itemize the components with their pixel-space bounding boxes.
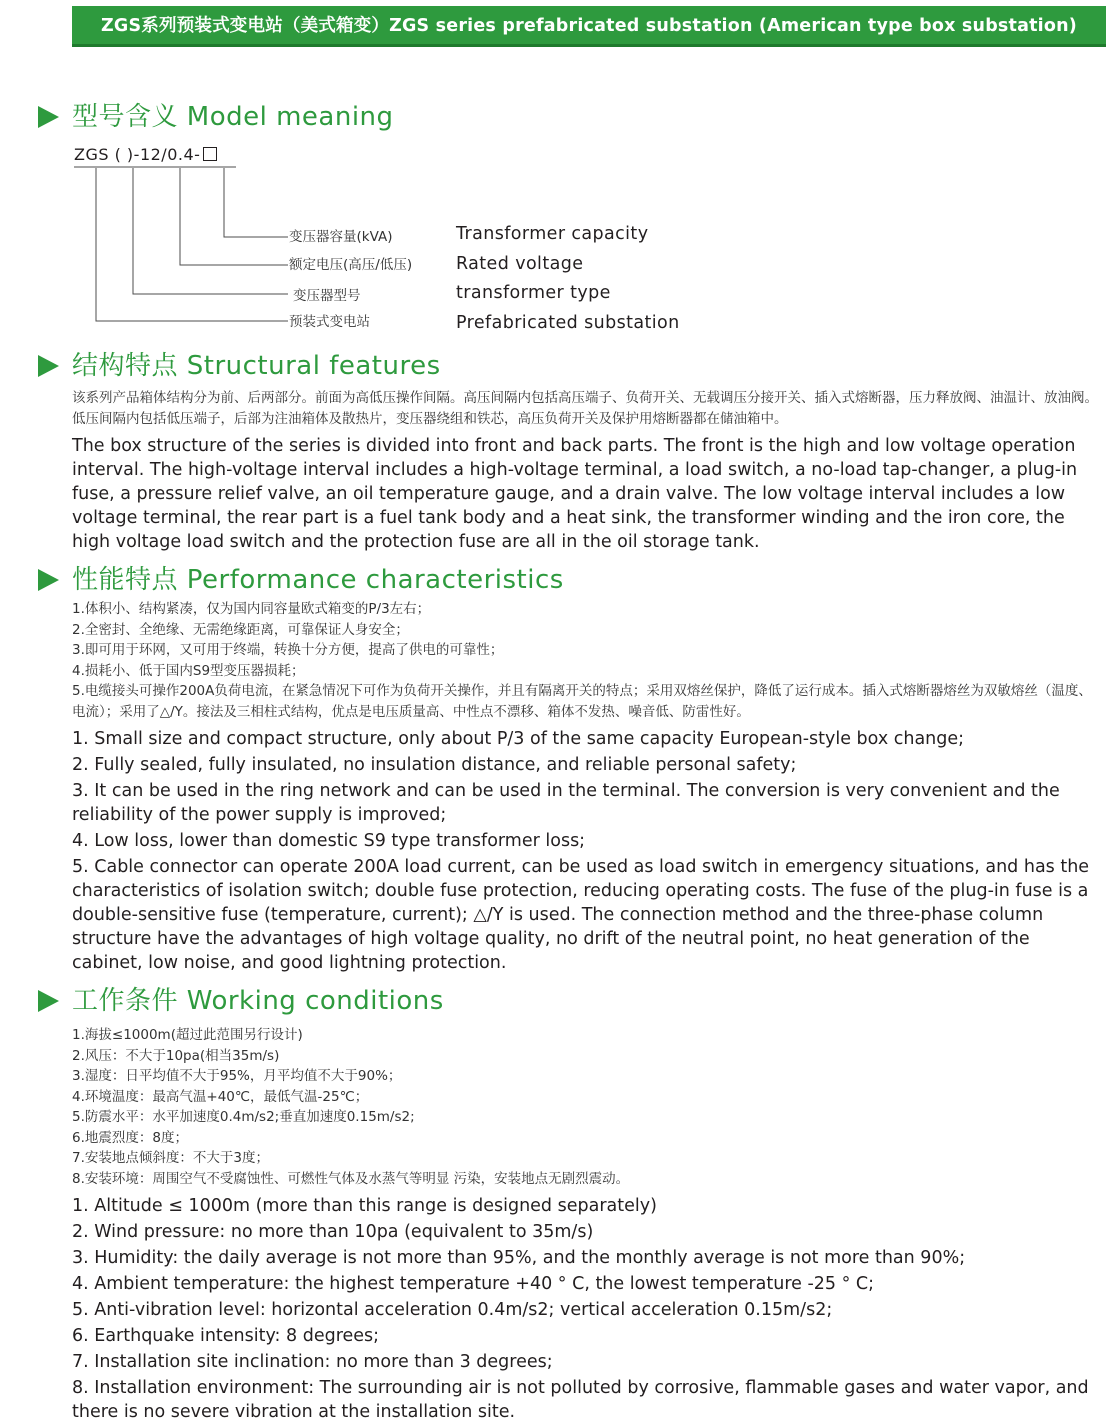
performance-en-list [72,727,1104,977]
model-label-en: Transformer capacity [456,224,649,244]
list-item: 1.海拔≤1000m(超过此范围另行设计) [72,1027,303,1043]
list-item: 3.湿度：日平均值不大于95%，月平均值不大于90%； [72,1068,402,1084]
list-item: 4. Ambient temperature: the highest temperature +40 ° C, the lowest temperature -25 ° C; [72,1274,875,1294]
leader-line-capacity [224,168,288,237]
list-item: 4.环境温度：最高气温+40℃，最低气温-25℃； [72,1088,369,1105]
model-label-cn: 变压器容量(kVA) [289,229,393,245]
list-item: 3.即可用于环网，又可用于终端，转换十分方便，提高了供电的可靠性； [72,642,504,658]
leader-line-substation [96,168,288,321]
model-code [74,144,217,166]
section-title: 工作条件 Working conditions [72,986,444,1016]
triangle-bullet-icon [38,990,59,1012]
performance-cn-list [72,599,1102,722]
triangle-bullet-icon [38,355,59,377]
list-item: 2.全密封、全绝缘、无需绝缘距离，可靠保证人身安全； [72,621,409,638]
working-en-list [72,1194,1104,1426]
working-cn-list [72,1025,1102,1189]
model-label-cn: 变压器型号 [293,288,361,304]
list-item: 6.地震烈度：8度； [72,1129,188,1146]
list-item: 1.体积小、结构紧凑，仅为国内同容量欧式箱变的P/3左右； [72,601,431,617]
model-label-cn: 额定电压(高压/低压) [289,257,413,273]
model-code-text: ZGS ( )-12/0.4- [74,145,201,164]
list-item: 5. Cable connector can operate 200A load current, can be used as load switch in emergency situations, and has the characteristics of isolation switch; double fuse protection, reducing operating costs. The fuse of the plug-in fuse is a double-sensitive fuse (temperature, current); △/Y is used. The connection method and the three-phase column structure have the advantages of high voltage quality, no drift of the neutral point, no heat generation of the cabinet, low noise, and good lightning protection. [72,857,1090,973]
list-item: 5.电缆接头可操作200A负荷电流，在紧急情况下可作为负荷开关操作，并且有隔离开关的特点；采用双熔丝保护，降低了运行成本。插入式熔断器熔丝为双敏熔丝（温度、电流）；采用了△/Y。接法及三相柱式结构，优点是电压质量高、中性点不漂移、箱体不发热、噪音低、防雷性好。 [72,683,1092,720]
list-item: 3. It can be used in the ring network and can be used in the terminal. The conversion is very convenient and the reliability of the power supply is improved; [72,781,1060,825]
triangle-bullet-icon [38,569,59,591]
triangle-bullet-icon [38,106,59,128]
page-banner: ZGS系列预装式变电站（美式箱变）ZGS series prefabricated substation (American type box substation) [72,6,1106,47]
model-label-en: Rated voltage [456,254,584,274]
list-item: 5.防震水平：水平加速度0.4m/s2;垂直加速度0.15m/s2; [72,1109,415,1125]
section-title: 结构特点 Structural features [72,351,441,381]
leader-line-voltage [180,168,288,265]
list-item: 2.风压：不大于10pa(相当35m/s) [72,1047,280,1064]
model-label-en: transformer type [456,283,611,303]
list-item: 7. Installation site inclination: no more than 3 degrees; [72,1352,553,1372]
list-item: 5. Anti-vibration level: horizontal acceleration 0.4m/s2; vertical acceleration 0.15m/s2; [72,1300,833,1320]
structural-cn-paragraph [72,388,1102,429]
model-label-en: Prefabricated substation [456,313,680,333]
list-item: 7.安装地点倾斜度：不大于3度； [72,1150,269,1166]
list-item: 4. Low loss, lower than domestic S9 type transformer loss; [72,831,586,851]
list-item: 1. Altitude ≤ 1000m (more than this range is designed separately) [72,1196,657,1216]
list-item: 8.安装环境：周围空气不受腐蚀性、可燃性气体及水蒸气等明显 污染，安装地点无剧烈震动。 [72,1170,630,1187]
paragraph-text: The box structure of the series is divided into front and back parts. The front is the high and low voltage operation interval. The high-voltage interval includes a high-voltage terminal, a load switch, a no-load tap-changer, a plug-in fuse, a pressure relief valve, an oil temperature gauge, and a drain valve. The low voltage interval includes a low voltage terminal, the rear part is a fuel tank body and a heat sink, the transformer winding and the iron core, the high voltage load switch and the protection fuse are all in the oil storage tank. [72,436,1078,552]
paragraph-text: 该系列产品箱体结构分为前、后两部分。前面为高低压操作间隔。高压间隔内包括高压端子、负荷开关、无载调压分接开关、插入式熔断器，压力释放阀、油温计、放油阀。低压间隔内包括低压端子，后部为注油箱体及散热片，变压器绕组和铁芯，高压负荷开关及保护用熔断器都在储油箱中。 [72,390,1098,427]
list-item: 8. Installation environment: The surrounding air is not polluted by corrosive, flammable gases and water vapor, and there is no severe vibration at the installation site. [72,1378,1089,1422]
structural-en-paragraph [72,434,1104,554]
list-item: 2. Wind pressure: no more than 10pa (equivalent to 35m/s) [72,1222,594,1242]
section-title: 型号含义 Model meaning [72,102,394,132]
list-item: 4.损耗小、低于国内S9型变压器损耗； [72,662,305,679]
list-item: 1. Small size and compact structure, only about P/3 of the same capacity European-style box change; [72,729,965,749]
capacity-box-icon [203,147,217,161]
leader-line-type [133,168,288,294]
section-title: 性能特点 Performance characteristics [72,565,564,595]
list-item: 2. Fully sealed, fully insulated, no insulation distance, and reliable personal safety; [72,755,797,775]
model-label-cn: 预装式变电站 [289,314,370,330]
list-item: 6. Earthquake intensity: 8 degrees; [72,1326,380,1346]
list-item: 3. Humidity: the daily average is not more than 95%, and the monthly average is not more than 90%; [72,1248,966,1268]
